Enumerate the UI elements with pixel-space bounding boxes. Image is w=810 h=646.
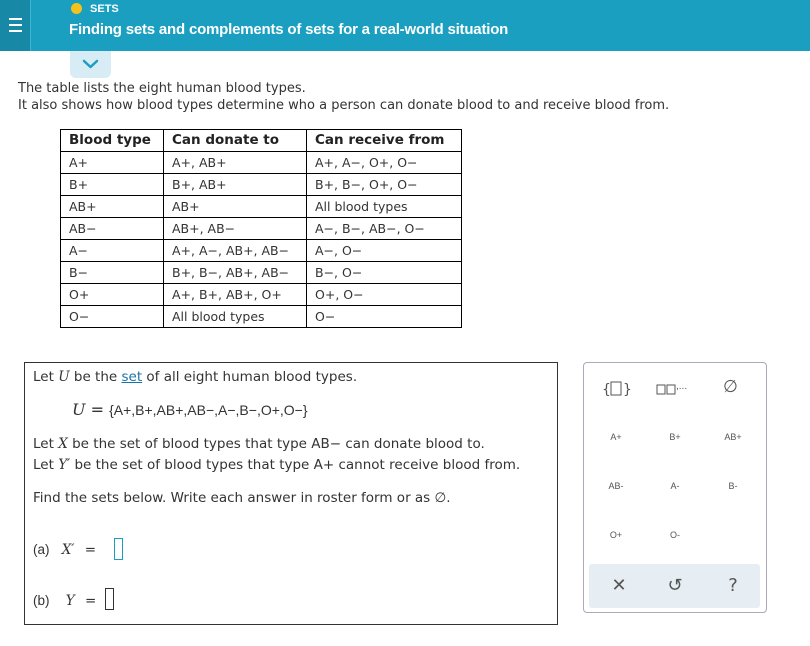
text: Let [33,436,59,452]
text: be the set of blood types that type A+ cannot receive blood from. [70,457,521,473]
table-row [61,152,462,174]
table-cell: B+ [61,174,164,196]
part-a [33,542,96,558]
column-header: Blood type [61,130,164,152]
table-cell: All blood types [164,306,307,328]
list-icon [655,378,677,400]
table-row [61,306,462,328]
svg-text:}: } [623,382,632,398]
equals-sign: = [85,593,97,609]
table-cell: B− [61,262,164,284]
table-cell: AB+ [164,196,307,218]
table-cell: B+, B−, O+, O− [307,174,462,196]
text: be the [69,369,122,385]
part-b [33,593,96,609]
table-row [61,174,462,196]
table-cell: AB+ [61,196,164,218]
text: be the set of blood types that type AB− can donate blood to. [67,436,485,452]
set-y-description [33,457,520,473]
set-x-description [33,436,485,452]
table-row [61,262,462,284]
table-cell: A+, AB+ [164,152,307,174]
intro-line-2: It also shows how blood types determine who a person can donate blood to and receive blood from. [18,98,670,113]
clear-button[interactable]: ✕ [611,575,627,596]
var-x-complement: X′ [61,542,75,558]
text: Find the sets below. Write each answer in roster form or as [33,490,435,506]
set-definition-link[interactable]: set [121,369,143,385]
key-o-minus[interactable]: O- [670,530,680,540]
topic-label: SETS [90,3,119,15]
key-a-plus[interactable]: A+ [610,432,622,442]
text: Let [33,369,59,385]
table-cell: A+, A−, AB+, AB− [164,240,307,262]
key-ab-minus[interactable]: AB- [608,481,624,491]
var-x: X [58,436,68,452]
var-y-complement: Y′ [58,457,71,473]
universe-set [72,400,308,419]
var-u: U [58,369,70,385]
expand-button[interactable] [70,51,111,78]
universe-description [33,369,357,385]
topic-status-dot [71,3,82,14]
key-o-plus[interactable]: O+ [609,530,623,540]
table-cell: A+ [61,152,164,174]
table-header-row [61,130,462,152]
equals-sign: = [85,400,110,419]
table-cell: B+, AB+ [164,174,307,196]
key-ab-plus[interactable]: AB+ [724,432,742,442]
text: . [446,490,451,506]
blood-type-table [60,129,462,328]
table-cell: O− [307,306,462,328]
key-b-plus[interactable]: B+ [669,432,681,442]
set-braces-button[interactable] [600,378,632,400]
set-braces-icon [600,378,632,400]
table-cell: AB+, AB− [164,218,307,240]
svg-text:{: { [602,382,611,398]
table-row [61,240,462,262]
column-header: Can donate to [164,130,307,152]
table-row [61,196,462,218]
undo-button[interactable]: ↺ [667,575,683,596]
table-cell: All blood types [307,196,462,218]
table-cell: B−, O− [307,262,462,284]
text: of all eight human blood types. [142,369,358,385]
table-cell: A−, O− [307,240,462,262]
equals-sign: = [84,542,97,558]
part-a-label: (a) [33,542,50,557]
empty-set-button[interactable]: ∅ [723,377,738,397]
column-header: Can receive from [307,130,462,152]
instructions [33,490,451,506]
universe-elements: {A+,B+,AB+,AB−,A−,B−,O+,O−} [109,402,308,418]
table-cell: B+, B−, AB+, AB− [164,262,307,284]
part-a-answer-input[interactable] [114,538,123,560]
part-b-answer-input[interactable] [105,588,114,610]
header-bar [0,0,810,51]
page-title: Finding sets and complements of sets for a real-world situation [69,21,509,38]
key-a-minus[interactable]: A- [670,481,680,491]
hamburger-icon[interactable] [0,0,31,51]
var-u: U [72,400,86,419]
intro-line-1: The table lists the eight human blood types. [18,81,306,96]
part-b-label: (b) [33,593,50,608]
keypad-action-bar [589,564,760,608]
table-cell: O− [61,306,164,328]
table-cell: A+, A−, O+, O− [307,152,462,174]
element-list-button[interactable] [655,378,700,400]
table-cell: O+, O− [307,284,462,306]
table-cell: A− [61,240,164,262]
chevron-down-icon [70,51,111,78]
text: Let [33,457,59,473]
list-suffix: ,... [676,381,688,392]
table-row [61,284,462,306]
table-row [61,218,462,240]
var-y: Y [65,593,75,609]
help-button[interactable]: ? [728,575,738,596]
table-cell: A−, B−, AB−, O− [307,218,462,240]
table-cell: AB− [61,218,164,240]
table-cell: A+, B+, AB+, O+ [164,284,307,306]
table-cell: O+ [61,284,164,306]
empty-set-symbol: ∅ [434,490,447,506]
key-b-minus[interactable]: B- [728,481,738,491]
